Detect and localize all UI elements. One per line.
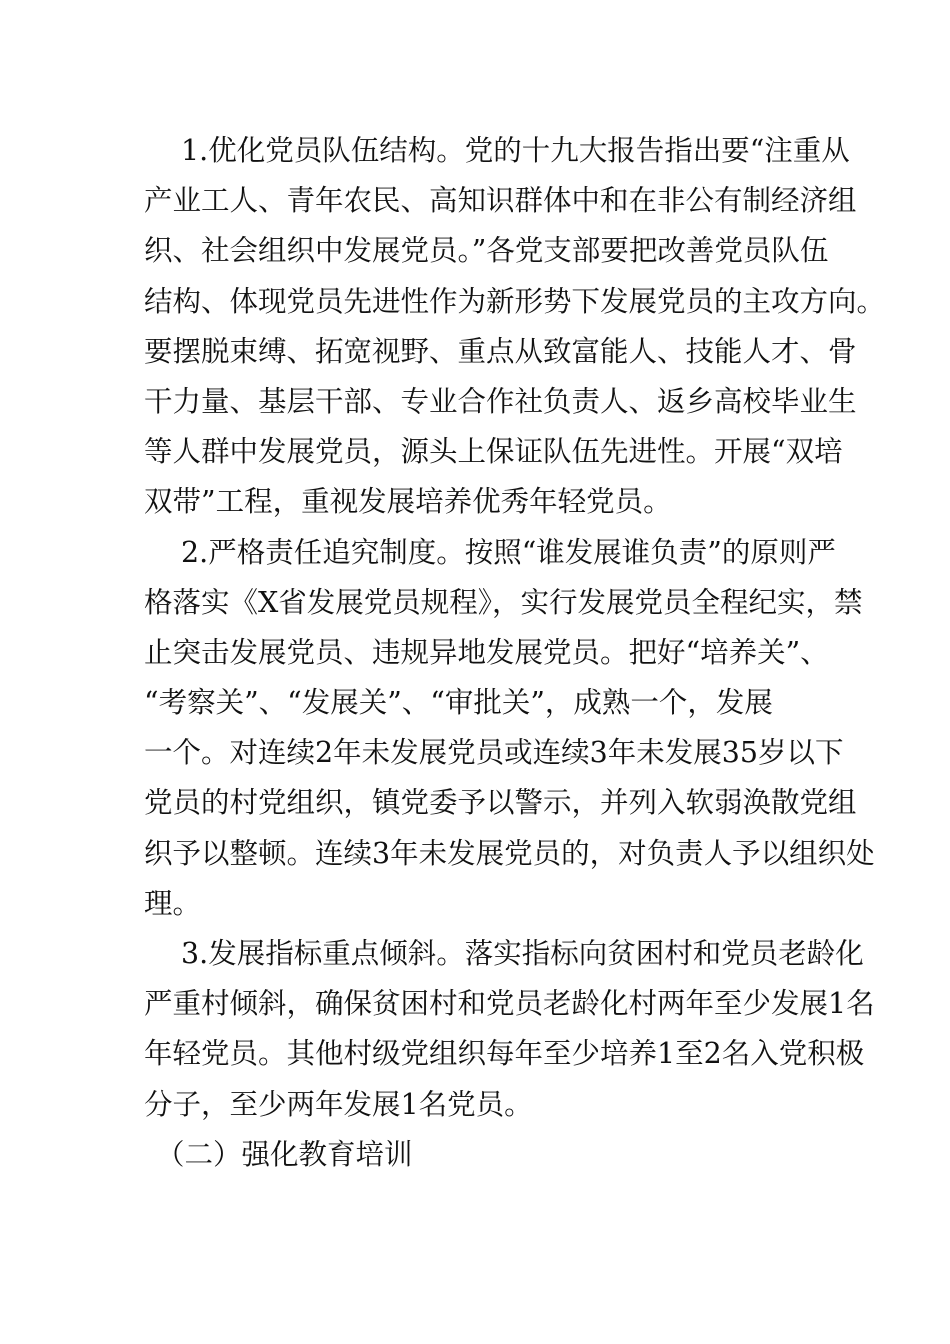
text-line: 2.严格责任追究制度。按照“谁发展谁负责”的原则严 (181, 535, 836, 569)
text-line: 等人群中发展党员，源头上保证队伍先进性。开展“双培 (144, 435, 843, 469)
text-line: 理。 (144, 886, 202, 920)
text-line: 1.优化党员队伍结构。党的十九大报告指出要“注重从 (181, 134, 850, 167)
text-line: 止突击发展党员、违规异地发展党员。把好“培养关”、 (144, 635, 829, 669)
text-line: 分子，至少两年发展1名党员。 (144, 1087, 533, 1121)
text-line: 要摆脱束缚、拓宽视野、重点从致富能人、技能人才、骨 (144, 334, 857, 368)
text-line: 干力量、基层干部、专业合作社负责人、返乡高校毕业生 (144, 384, 857, 418)
document-body (144, 126, 886, 1180)
text-line: 织、社会组织中发展党员。”各党支部要把改善党员队伍 (144, 234, 829, 268)
text-line: 双带”工程，重视发展培养优秀年轻党员。 (144, 485, 672, 519)
text-line: 一个。对连续2年未发展党员或连续3年未发展35岁以下 (144, 736, 844, 770)
text-line: 格落实《X省发展党员规程》，实行发展党员全程纪实，禁 (144, 585, 863, 619)
text-line: 年轻党员。其他村级党组织每年至少培养1至2名入党积极 (144, 1037, 865, 1071)
text-line: 结构、体现党员先进性作为新形势下发展党员的主攻方向。 (144, 284, 886, 318)
section-heading-text: （二）强化教育培训 (156, 1137, 413, 1171)
text-line: 党员的村党组织，镇党委予以警示，并列入软弱涣散党组 (144, 786, 857, 820)
text-line: 产业工人、青年农民、高知识群体中和在非公有制经济组 (144, 184, 857, 218)
text-line: “考察关”、“发展关”、“审批关”，成熟一个，发展 (144, 686, 773, 720)
paragraph-optimize-structure (144, 126, 886, 528)
text-line: 3.发展指标重点倾斜。落实指标向贫困村和党员老龄化 (181, 937, 864, 970)
text-line: 织予以整顿。连续3年未发展党员的，对负责人予以组织处 (144, 836, 875, 870)
section-heading (144, 1130, 812, 1180)
text-line: 严重村倾斜，确保贫困村和党员老龄化村两年至少发展1名 (144, 987, 875, 1021)
paragraph-quota-tilt (144, 929, 875, 1130)
paragraph-accountability (144, 528, 875, 930)
